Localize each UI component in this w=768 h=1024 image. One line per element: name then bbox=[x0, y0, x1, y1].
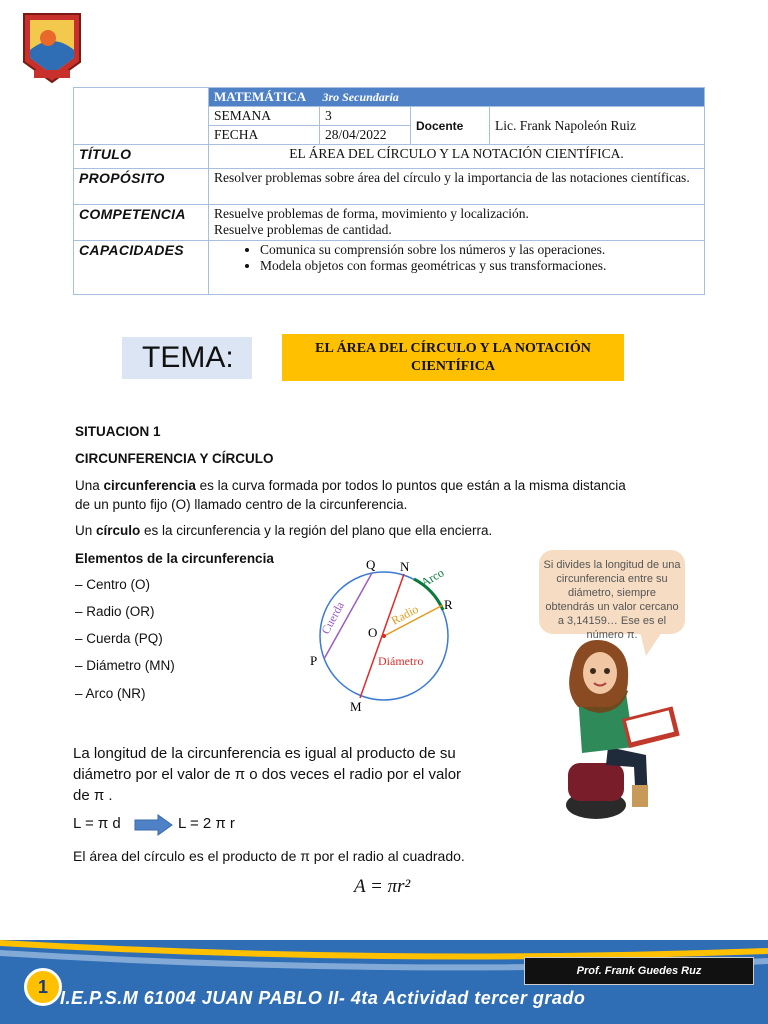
label-n: N bbox=[400, 559, 410, 574]
label-diametro: Diámetro bbox=[378, 654, 424, 668]
bubble-text: Si divides la longitud de una circunferencia entre su diámetro, siempre obtendrás un valor cercano a 3,14159… Ese es el número π. bbox=[543, 559, 681, 641]
capacities-label: CAPACIDADES bbox=[74, 241, 209, 295]
footer-school-text: I.E.P.S.M 61004 JUAN PABLO II- 4ta Actividad tercer grado bbox=[60, 988, 586, 1008]
capacities-value bbox=[209, 241, 705, 295]
label-arco: Arco bbox=[418, 565, 447, 590]
purpose-value: Resolver problemas sobre área del círculo y la importancia de las notaciones científicas. bbox=[209, 169, 705, 205]
title-label: TÍTULO bbox=[74, 145, 209, 169]
p2-term: círculo bbox=[96, 523, 141, 538]
p2-text-c: es la circunferencia y la región del plano que ella encierra. bbox=[140, 523, 493, 538]
situation-heading: SITUACION 1 bbox=[75, 424, 161, 439]
page-number: 1 bbox=[24, 968, 62, 1006]
element-diametro: – Diámetro (MN) bbox=[75, 658, 175, 673]
competence-label: COMPETENCIA bbox=[74, 205, 209, 241]
elements-title: Elementos de la circunferencia bbox=[75, 551, 274, 566]
element-centro: – Centro (O) bbox=[75, 577, 151, 592]
teacher-value: Lic. Frank Napoleón Ruiz bbox=[490, 107, 705, 145]
purpose-label: PROPÓSITO bbox=[74, 169, 209, 205]
label-q: Q bbox=[366, 557, 376, 572]
school-logo bbox=[22, 12, 82, 84]
element-arco: – Arco (NR) bbox=[75, 686, 146, 701]
paragraph-circunferencia bbox=[75, 476, 715, 514]
p1-text-d: de un punto fijo (O) llamado centro de la circunferencia. bbox=[75, 497, 408, 512]
label-radio: Radio bbox=[388, 601, 421, 628]
competence-value bbox=[209, 205, 705, 241]
label-p: P bbox=[310, 653, 318, 668]
subject-header: MATEMÁTICA 3ro Secundaria bbox=[209, 88, 705, 107]
p3-line1: La longitud de la circunferencia es igual al producto de su bbox=[73, 745, 456, 762]
competence-1: Resuelve problemas de forma, movimiento y localización. bbox=[214, 206, 529, 221]
p1-text-a: Una bbox=[75, 478, 104, 493]
formula-l-radius: L = 2 π r bbox=[178, 815, 235, 832]
formula-area: A = πr² bbox=[354, 876, 411, 897]
student-illustration bbox=[548, 635, 693, 825]
speech-bubble bbox=[539, 550, 685, 641]
paragraph-area: El área del círculo es el producto de π por el radio al cuadrado. bbox=[73, 848, 465, 864]
p1-term: circunferencia bbox=[103, 478, 196, 493]
circle-diagram bbox=[300, 555, 470, 715]
element-radio: – Radio (OR) bbox=[75, 604, 155, 619]
title-value: EL ÁREA DEL CÍRCULO Y LA NOTACIÓN CIENTÍFICA. bbox=[209, 145, 705, 169]
prof-label: Prof. Frank Guedes Ruz bbox=[524, 957, 754, 985]
week-value: 3 bbox=[320, 107, 411, 126]
p2-text-a: Un bbox=[75, 523, 97, 538]
competence-2: Resuelve problemas de cantidad. bbox=[214, 222, 392, 237]
element-cuerda: – Cuerda (PQ) bbox=[75, 631, 163, 646]
blank-cell bbox=[74, 88, 209, 145]
tema-title-line1: EL ÁREA DEL CÍRCULO Y LA NOTACIÓN bbox=[315, 340, 591, 356]
formula-l-diameter: L = π d bbox=[73, 815, 121, 832]
date-label: FECHA bbox=[209, 126, 320, 145]
capacity-2: • Modela objetos con formas geométricas y sus transformaciones. bbox=[260, 258, 699, 274]
date-value: 28/04/2022 bbox=[320, 126, 411, 145]
week-label: SEMANA bbox=[209, 107, 320, 126]
label-r: R bbox=[444, 597, 453, 612]
p3-line2: diámetro por el valor de π o dos veces el radio por el valor bbox=[73, 766, 462, 783]
center-point bbox=[382, 634, 386, 638]
p3-line3: de π . bbox=[73, 787, 113, 804]
capacity-1: • Comunica su comprensión sobre los números y las operaciones. bbox=[260, 242, 699, 258]
tema-title-line2: CIENTÍFICA bbox=[410, 358, 495, 374]
label-cuerda: Cuerda bbox=[318, 599, 347, 637]
arrow-right-icon bbox=[134, 814, 174, 836]
teacher-label: Docente bbox=[411, 107, 490, 145]
info-table bbox=[73, 87, 705, 295]
label-o: O bbox=[368, 625, 378, 640]
p1-text-c: es la curva formada por todos lo puntos que están a la misma distancia bbox=[195, 478, 626, 493]
tema-label: TEMA: bbox=[122, 337, 252, 379]
tema-title-box bbox=[282, 334, 624, 381]
paragraph-circulo bbox=[75, 521, 715, 540]
label-m: M bbox=[350, 699, 362, 714]
section-heading: CIRCUNFERENCIA Y CÍRCULO bbox=[75, 451, 274, 466]
paragraph-longitud bbox=[73, 743, 533, 806]
